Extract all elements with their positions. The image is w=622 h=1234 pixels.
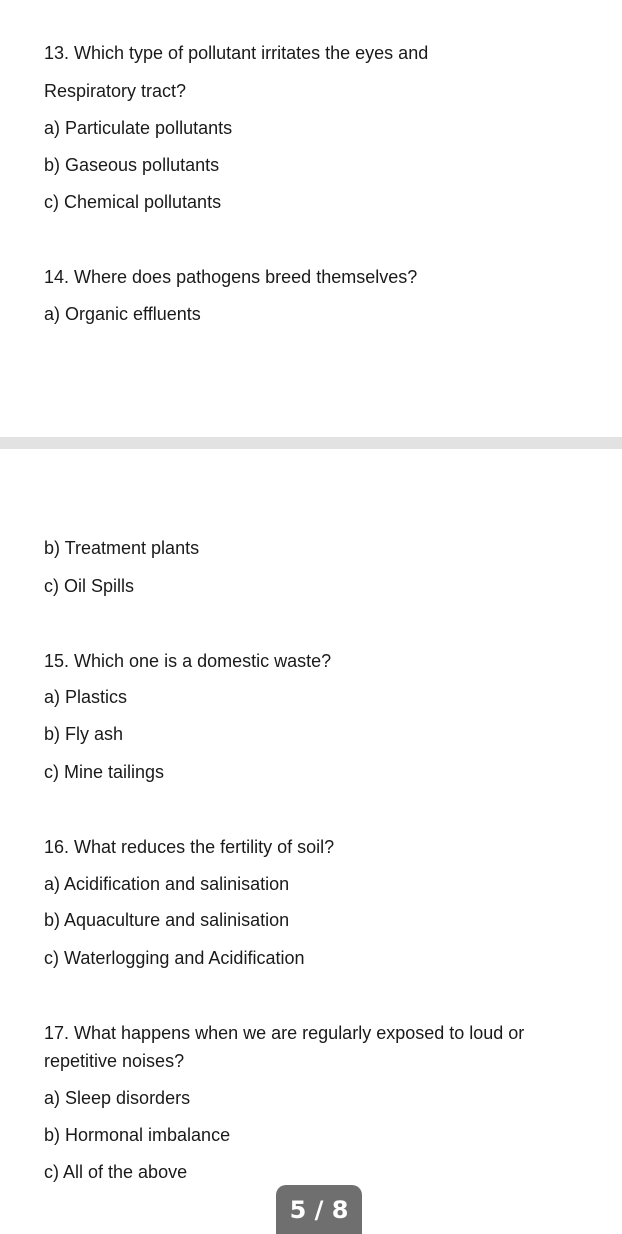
question-13-option-a: a) Particulate pollutants — [44, 118, 233, 138]
question-17-option-c: c) All of the above — [44, 1162, 188, 1182]
question-16-option-b: b) Aquaculture and salinisation — [44, 910, 290, 930]
question-14-option-c: c) Oil Spills — [44, 576, 135, 596]
question-14-option-a: a) Organic effluents — [44, 304, 201, 324]
page-separator — [0, 437, 622, 449]
question-13-text-line2: Respiratory tract? — [44, 81, 187, 101]
question-17-text-line1: 17. What happens when we are regularly exposed to loud or — [44, 1023, 525, 1043]
question-16-option-c: c) Waterlogging and Acidification — [44, 948, 305, 968]
question-14-option-b: b) Treatment plants — [44, 538, 200, 558]
question-13-option-c: c) Chemical pollutants — [44, 192, 222, 212]
question-17-text-line2: repetitive noises? — [44, 1051, 185, 1071]
question-16-text: 16. What reduces the fertility of soil? — [44, 837, 335, 857]
question-17-option-a: a) Sleep disorders — [44, 1088, 191, 1108]
question-15-option-a: a) Plastics — [44, 687, 128, 707]
question-15-option-c: c) Mine tailings — [44, 762, 165, 782]
question-14-text: 14. Where does pathogens breed themselves? — [44, 267, 418, 287]
question-13-text-line1: 13. Which type of pollutant irritates the eyes and — [44, 43, 429, 63]
question-15-option-b: b) Fly ash — [44, 724, 124, 744]
question-15-text: 15. Which one is a domestic waste? — [44, 651, 332, 671]
question-13-option-b: b) Gaseous pollutants — [44, 155, 220, 175]
question-16-option-a: a) Acidification and salinisation — [44, 874, 290, 894]
page-indicator-badge[interactable]: 5 / 8 — [276, 1185, 362, 1234]
question-17-option-b: b) Hormonal imbalance — [44, 1125, 231, 1145]
